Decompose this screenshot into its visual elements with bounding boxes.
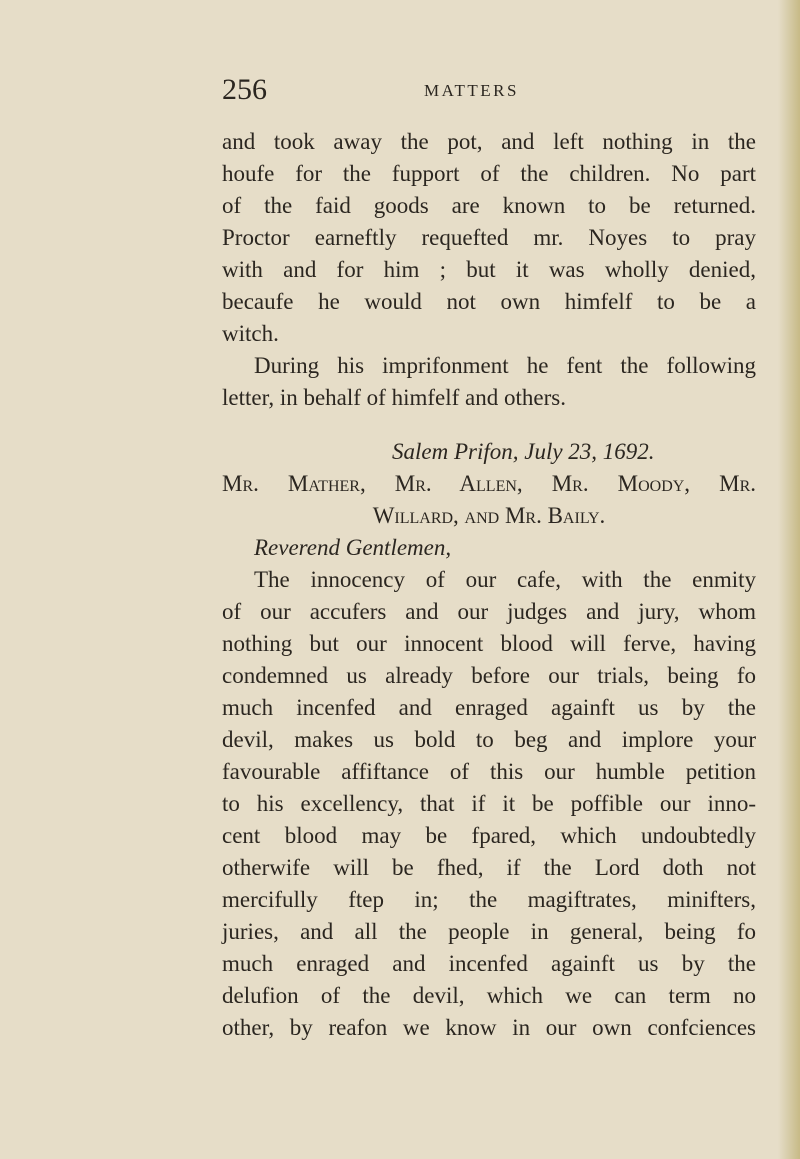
letter-dateline: Salem Prifon, July 23, 1692. bbox=[392, 439, 655, 464]
running-head: MATTERS bbox=[424, 81, 519, 100]
text-line: and took away the pot, and left nothing in the bbox=[222, 129, 756, 154]
addressee-line: Willard, and Mr. Baily. bbox=[372, 503, 606, 528]
text-line: otherwife will be fhed, if the Lord doth not bbox=[222, 855, 756, 880]
text-line: The innocency of our cafe, with the enmity bbox=[254, 567, 756, 592]
paragraph bbox=[222, 564, 756, 1044]
body-text bbox=[222, 126, 756, 1044]
text-line: much enraged and incenfed againft us by the bbox=[222, 951, 756, 976]
text-line: houfe for the fupport of the children. No part bbox=[222, 161, 756, 186]
letter-addressees bbox=[222, 468, 756, 532]
text-line: with and for him ; but it was wholly denied, bbox=[222, 257, 756, 282]
page-edge-shadow bbox=[778, 0, 800, 1159]
text-line: Proctor earneftly requefted mr. Noyes to pray bbox=[222, 225, 756, 250]
text-line: other, by reafon we know in our own confciences bbox=[222, 1015, 756, 1040]
text-line: witch. bbox=[222, 321, 279, 346]
text-line: condemned us already before our trials, being fo bbox=[222, 663, 756, 688]
addressee-line: Mr. Mather, Mr. Allen, Mr. Moody, Mr. bbox=[222, 471, 756, 496]
text-line: juries, and all the people in general, being fo bbox=[222, 919, 756, 944]
text-line: During his imprifonment he fent the following bbox=[254, 353, 756, 378]
letter-salutation: Reverend Gentlemen, bbox=[254, 535, 452, 560]
text-line: much incenfed and enraged againft us by the bbox=[222, 695, 756, 720]
paragraph bbox=[222, 350, 756, 414]
text-line: favourable affiftance of this our humble petition bbox=[222, 759, 756, 784]
text-line: mercifully ftep in; the magiftrates, minifters, bbox=[222, 887, 756, 912]
page-header bbox=[222, 70, 642, 110]
text-line: becaufe he would not own himfelf to be a bbox=[222, 289, 756, 314]
text-line: letter, in behalf of himfelf and others. bbox=[222, 385, 566, 410]
text-line: to his excellency, that if it be poffible our inno- bbox=[222, 791, 756, 816]
text-line: delufion of the devil, which we can term no bbox=[222, 983, 756, 1008]
text-line: devil, makes us bold to beg and implore your bbox=[222, 727, 756, 752]
text-line: of the faid goods are known to be returned. bbox=[222, 193, 756, 218]
text-line: cent blood may be fpared, which undoubtedly bbox=[222, 823, 756, 848]
text-line: of our accufers and our judges and jury, whom bbox=[222, 599, 756, 624]
page-number: 256 bbox=[222, 73, 267, 106]
paragraph bbox=[222, 126, 756, 350]
text-line: nothing but our innocent blood will ferve, having bbox=[222, 631, 756, 656]
